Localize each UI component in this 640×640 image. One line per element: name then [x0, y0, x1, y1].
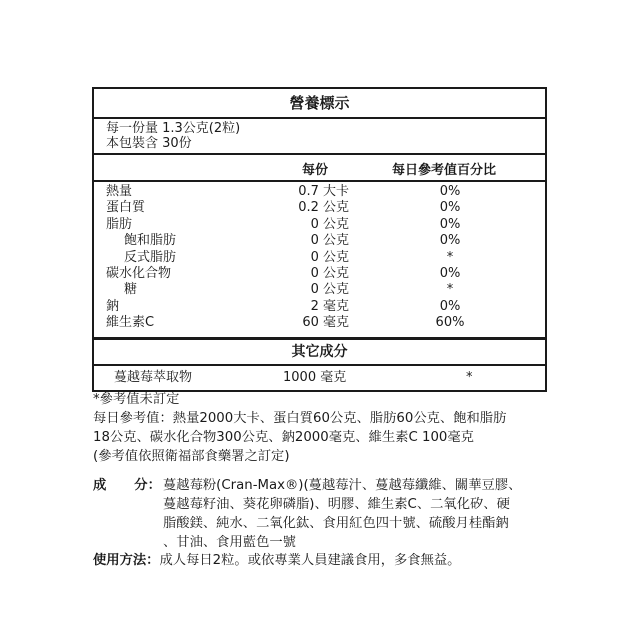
ingredients-line: 蔓越莓籽油、葵花卵磷脂)、明膠、維生素C、二氧化矽、硬	[163, 497, 510, 512]
nutrient-row	[94, 200, 545, 216]
nutrient-row	[94, 282, 545, 298]
usage-text: 成人每日2粒。或依專業人員建議食用，多食無益。	[159, 553, 461, 568]
servings-per-package: 本包裝含 30份	[106, 136, 192, 151]
nutrient-name: 蛋白質	[106, 200, 146, 216]
ingredients-label: 成 分：	[93, 478, 161, 493]
other-ingredient-amount: 1000 毫克	[283, 370, 347, 385]
nutrition-title: 營養標示	[94, 89, 545, 119]
nutrient-row	[94, 217, 545, 233]
nutrient-name: 飽和脂肪	[124, 233, 177, 249]
nutrient-rows	[94, 182, 545, 337]
nutrient-row	[94, 266, 545, 282]
daily-value-header: 每日參考值百分比	[392, 163, 497, 178]
ingredients-line: 、甘油、食用藍色一號	[163, 535, 296, 550]
nutrient-daily-value: 0%	[439, 265, 461, 281]
usage-label: 使用方法：	[93, 553, 160, 568]
nutrient-name: 糖	[124, 282, 138, 298]
nutrient-daily-value: 0%	[439, 200, 461, 216]
column-header	[94, 155, 545, 182]
nutrient-daily-value: 0%	[439, 233, 461, 249]
nutrient-name: 反式脂肪	[124, 249, 177, 265]
note-authority: (參考值依照衛福部食藥署之訂定)	[93, 449, 290, 464]
other-ingredients-panel	[92, 338, 547, 392]
nutrient-amount: 60 毫克	[302, 315, 349, 331]
nutrient-name: 維生素C	[106, 315, 155, 331]
ingredients-line: 脂酸鎂、純水、二氧化鈦、食用紅色四十號、硫酸月桂酯鈉	[163, 516, 509, 531]
nutrient-daily-value: 0%	[439, 298, 461, 314]
nutrient-amount: 0 公克	[310, 216, 349, 232]
nutrient-name: 碳水化合物	[106, 265, 172, 281]
note-reference-1: 每日參考值：熱量2000大卡、蛋白質60公克、脂肪60公克、飽和脂肪	[93, 411, 507, 426]
reference-notes	[93, 390, 553, 466]
note-undefined: *參考值未訂定	[93, 392, 180, 407]
nutrient-amount: 0 公克	[310, 282, 349, 298]
serving-info	[94, 119, 545, 155]
nutrient-name: 脂肪	[106, 216, 133, 232]
nutrient-amount: 0 公克	[310, 265, 349, 281]
note-reference-2: 18公克、碳水化合物300公克、鈉2000毫克、維生素C 100毫克	[93, 430, 474, 445]
nutrient-amount: 0.7 大卡	[298, 184, 349, 199]
nutrient-name: 鈉	[106, 298, 120, 314]
ingredients-section	[93, 476, 553, 552]
nutrition-facts-panel	[92, 87, 547, 339]
nutrient-amount: 2 毫克	[310, 298, 349, 314]
nutrient-daily-value: *	[446, 282, 454, 298]
nutrient-amount: 0.2 公克	[298, 200, 349, 216]
other-ingredient-dv: *	[466, 370, 473, 385]
per-serving-header: 每份	[302, 163, 329, 178]
nutrient-amount: 0 公克	[310, 233, 349, 249]
other-ingredient-name: 蔓越莓萃取物	[114, 370, 193, 385]
nutrient-daily-value: *	[446, 249, 454, 265]
ingredients-line: 蔓越莓粉(Cran-Max®)(蔓越莓汁、蔓越莓纖維、關華豆膠、	[163, 478, 522, 493]
nutrient-daily-value: 0%	[439, 184, 461, 199]
nutrient-amount: 0 公克	[310, 249, 349, 265]
other-ingredient-row	[94, 366, 545, 390]
usage-instructions	[93, 551, 460, 570]
serving-size: 每一份量 1.3公克(2粒)	[106, 121, 241, 136]
nutrient-row	[94, 315, 545, 331]
nutrient-row	[94, 250, 545, 266]
nutrient-row	[94, 299, 545, 315]
nutrient-row	[94, 233, 545, 249]
nutrient-daily-value: 60%	[435, 315, 465, 331]
nutrient-name: 熱量	[106, 184, 133, 199]
nutrient-daily-value: 0%	[439, 216, 461, 232]
nutrient-row	[94, 184, 545, 200]
other-title: 其它成分	[94, 340, 545, 366]
